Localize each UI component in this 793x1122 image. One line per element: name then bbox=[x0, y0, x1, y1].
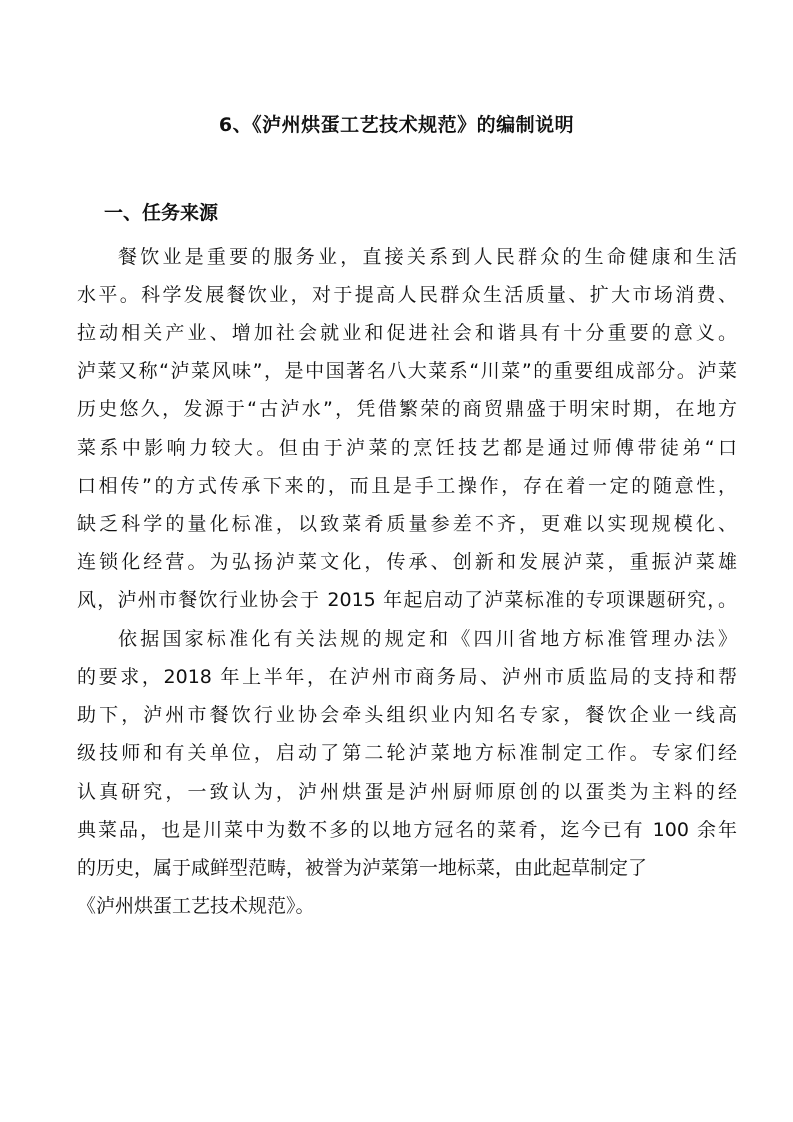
section-heading-task-source: 一、任务来源 bbox=[104, 202, 219, 224]
paragraph-line: 级技师和有关单位，启动了第二轮泸菜地方标准制定工作。专家们经 bbox=[77, 742, 737, 764]
paragraph-line: 《泸州烘蛋工艺技术规范》。 bbox=[77, 895, 315, 917]
paragraph-line: 风，泸州市餐饮行业协会于 2015 年起启动了泸菜标准的专项课题研究，。 bbox=[77, 589, 737, 611]
paragraph-line: 依据国家标准化有关法规的规定和《四川省地方标准管理办法》 bbox=[118, 628, 737, 650]
paragraph-line: 泸菜又称“泸菜风味”，是中国著名八大菜系“川菜”的重要组成部分。泸菜 bbox=[77, 360, 737, 382]
paragraph-line: 缺乏科学的量化标准，以致菜肴质量参差不齐，更难以实现规模化、 bbox=[77, 513, 737, 535]
paragraph-line: 典菜品，也是川菜中为数不多的以地方冠名的菜肴，迄今已有 100 余年 bbox=[77, 819, 737, 841]
paragraph-line: 的历史，属于咸鲜型范畴，被誉为泸菜第一地标菜，由此起草制定了 bbox=[77, 857, 648, 879]
paragraph-line: 餐饮业是重要的服务业，直接关系到人民群众的生命健康和生活 bbox=[118, 246, 737, 268]
paragraph-line: 助下，泸州市餐饮行业协会牵头组织业内知名专家，餐饮企业一线高 bbox=[77, 704, 737, 726]
paragraph-line: 连锁化经营。为弘扬泸菜文化，传承、创新和发展泸菜，重振泸菜雄 bbox=[77, 551, 737, 573]
paragraph-line: 拉动相关产业、增加社会就业和促进社会和谐具有十分重要的意义。 bbox=[77, 322, 737, 344]
paragraph-line: 菜系中影响力较大。但由于泸菜的烹饪技艺都是通过师傅带徒弟“口 bbox=[77, 437, 737, 459]
paragraph-line: 水平。科学发展餐饮业，对于提高人民群众生活质量、扩大市场消费、 bbox=[77, 284, 737, 306]
paragraph-line: 的要求，2018 年上半年，在泸州市商务局、泸州市质监局的支持和帮 bbox=[77, 666, 737, 688]
document-title: 6、《泸州烘蛋工艺技术规范》的编制说明 bbox=[218, 114, 575, 136]
paragraph-line: 口相传”的方式传承下来的，而且是手工操作，存在着一定的随意性， bbox=[77, 475, 737, 497]
paragraph-line: 历史悠久，发源于“古泸水”，凭借繁荣的商贸鼎盛于明宋时期，在地方 bbox=[77, 398, 737, 420]
paragraph-line: 认真研究，一致认为，泸州烘蛋是泸州厨师原创的以蛋类为主料的经 bbox=[77, 781, 737, 803]
